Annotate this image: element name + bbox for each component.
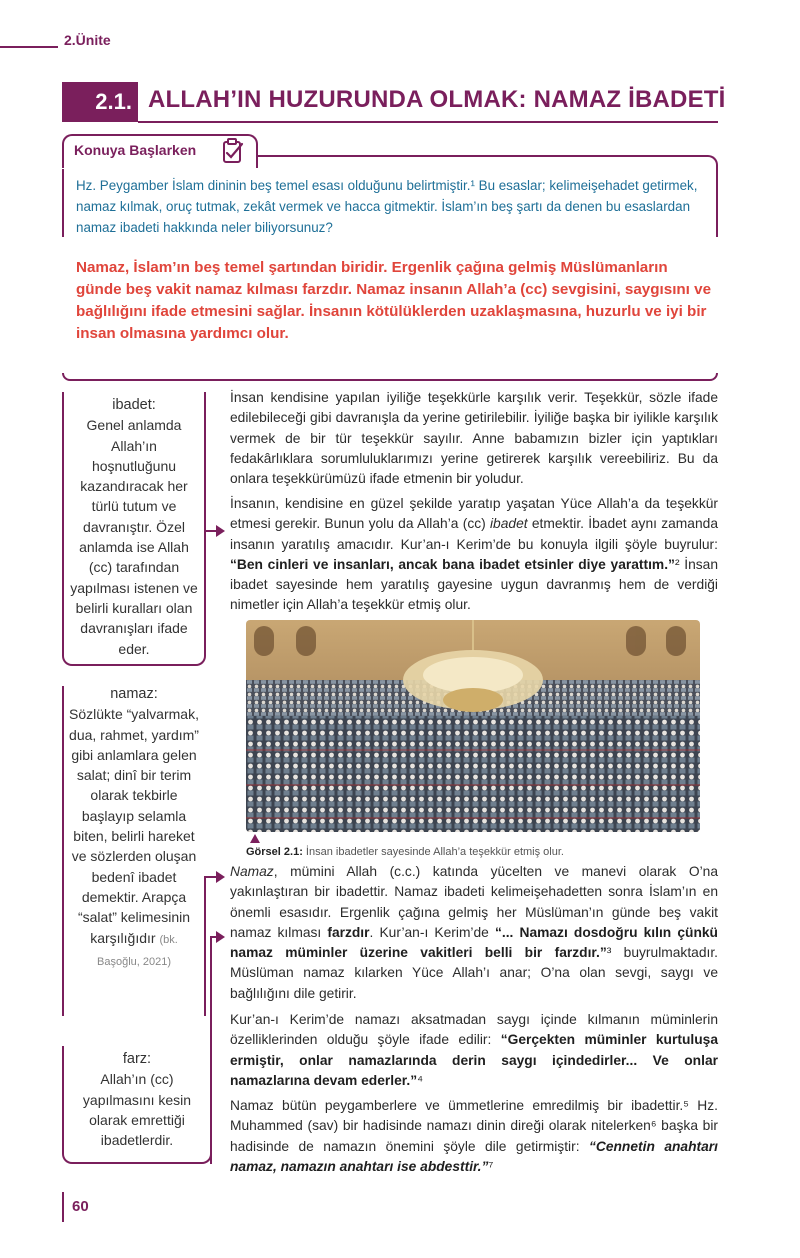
- mosque-prayer-photo: [246, 620, 700, 832]
- arrow-right-icon: [216, 525, 225, 537]
- arrow-right-icon: [216, 931, 225, 943]
- definition-farz: [70, 1049, 204, 1150]
- summary-bottom-rule: [62, 373, 718, 381]
- footnote-7: ⁷: [488, 1158, 494, 1174]
- term-emphasis-namaz: Namaz: [230, 864, 274, 879]
- term-emphasis-ibadet: ibadet: [489, 516, 528, 532]
- paragraph-2-text-a: İnsanın, kendisine en güzel şekilde yaratıp yaşatan Yüce Allah’a da teşekkür etmesi gerekir. Bunun yolu da Allah’a (cc): [230, 496, 718, 532]
- paragraph-3-text-b: . Kur’an-ı Kerim’de: [369, 924, 495, 940]
- paragraph-3: [230, 862, 718, 1004]
- paragraph-5-text-a: Namaz bütün peygamberlere ve ümmetlerine emredilmiş bir ibadettir.⁵ Hz. Muhammed (sav) bir hadisinde namazı dinin direği olarak nitelerken⁶ başka bir hadisinde de namazın önemini şöyle dile getirmiştir:: [230, 1098, 718, 1154]
- paragraph-3-text-a: , mümini Allah (c.c.) katında yücelten ve manevi olarak O’na yakınlaştıran bir ibadettir. Namaz ibadeti kelimeişehadetten sonra İslam’ın en önemli esasıdır. Ergenlik çağına gelmiş her Müslüman’ın günde beş vakit namaz kılması: [230, 864, 718, 940]
- clipboard-check-icon: [222, 138, 244, 164]
- paragraph-2-text-b: etmektir. İbadet aynı zamanda insanın yaratılış amacıdır. Kur’an-ı Kerim’de bu konuyla ilgili şöyle buyrulur:: [230, 516, 718, 552]
- namaz-right-rule: [204, 876, 206, 1016]
- caption-marker-icon: [250, 834, 260, 843]
- paragraph-1: İnsan kendisine yapılan iyiliğe teşekkürle karşılık verir. Teşekkür, sözle ifade edilebileceği gibi davranışla da yerine getirilebilir. İyiliğe başka bir iyilikle karşılık vermek de bir tür teşekkür sayılır. Anne babamızın bizler için yaptıkları fedakârlıklara sorumluluklarımızı yerine getirerek karşılık vereebiliriz. Bu da onlara teşekkürümüzü ifade etmenin bir yoludur.: [230, 390, 718, 487]
- page-number: 60: [72, 1198, 89, 1215]
- figure-caption-text: İnsan ibadetler sayesinde Allah’a teşekkür etmiş olur.: [305, 846, 564, 858]
- page-number-rule: [62, 1192, 64, 1222]
- namaz-left-rule: [62, 686, 64, 1016]
- term-namaz: namaz:: [110, 686, 158, 702]
- definition-text-namaz: Sözlükte “yalvarmak, dua, rahmet, yardım” gibi anlamlara gelen salat; dinî bir terim olarak tekbirle başlayıp selamla biten, belirli hareket ve sözlerden oluşan bedenî ibadet demektir. Arapça “salat” kelimesinin karşılığıdır: [69, 706, 199, 946]
- page-title: ALLAH’IN HUZURUNDA OLMAK: NAMAZ İBADETİ: [148, 86, 726, 113]
- quran-quote-2: “... Namazı dosdoğru kılın çünkü namaz müminler üzerine vakitleri belli bir farzdır.”: [230, 924, 718, 961]
- intro-question: Hz. Peygamber İslam dininin beş temel esası olduğunu belirtmiştir.¹ Bu esaslar; kelimeişehadet getirmek, namaz kılmak, oruç tutmak, zekât vermek ve hacca gitmektir. İslam’ın beş şartı da denen bu esaslardan namaz ibadeti hakkında neler biliyorsunuz?: [76, 178, 698, 235]
- paragraph-4: [230, 1010, 718, 1091]
- term-farz: farz:: [122, 1051, 152, 1067]
- section-number: 2.1.: [62, 82, 138, 122]
- paragraph-2: [230, 494, 718, 616]
- figure-label: Görsel 2.1:: [246, 846, 303, 858]
- definition-text-ibadet: Genel anlamda Allah’ın hoşnutluğunu kazandıracak her türlü tutum ve davranıştır. Özel anlamda ise Allah (cc) tarafından yapılması istenen ve belirli kuralları olan davranışları ifade eder.: [70, 417, 198, 657]
- arrow-right-icon: [216, 871, 225, 883]
- paragraph-5: [230, 1096, 718, 1177]
- paragraph-2-text-c: ² İnsan ibadet sayesinde hem yaratılış gayesine uygun davranmış hem de verdiği nimetler için Allah’a teşekkür etmiş olur.: [230, 556, 718, 613]
- hadith-quote: “Cennetin anahtarı namaz, namazın anahtarı ise abdesttir.”: [230, 1138, 718, 1174]
- definition-text-farz: Allah’ın (cc) yapılmasını kesin olarak emrettiği ibadetlerdir.: [82, 1071, 192, 1149]
- term-emphasis-farz: farzdır: [327, 924, 370, 940]
- unit-label: 2.Ünite: [64, 32, 111, 48]
- key-summary: Namaz, İslam’ın beş temel şartından biridir. Ergenlik çağına gelmiş Müslümanların günde beş vakit namaz kılması farzdır. Namaz insanın Allah’a (cc) sevgisini, saygısını ve bağlılığını ifade etmesini sağlar. İnsanın kötülüklerden uzaklaşmasına, huzurlu ve iyi bir insan olmasına yardımcı olur.: [76, 259, 712, 342]
- definition-namaz: [68, 684, 200, 972]
- title-underline: [138, 121, 718, 123]
- quran-quote-3: “Gerçekten müminler kurtuluşa ermiştir, onlar namazlarında derin saygı içindedirler... Ve onlar namazlarına devam ederler.”: [230, 1032, 718, 1088]
- paragraph-3-text-c: ³ buyrulmaktadır. Müslüman namaz kılarken Yüce Allah’ı anar; O’na olan sevgi, saygı ve bağlılığını dile getirir.: [230, 945, 718, 1001]
- intro-tab-label: Konuya Başlarken: [74, 142, 197, 158]
- footnote-4: ⁴: [417, 1072, 424, 1088]
- definition-source: (bk. Başoğlu, 2021): [97, 933, 178, 968]
- quran-quote-1: “Ben cinleri ve insanları, ancak bana ibadet etsinler diye yarattım.”: [230, 556, 675, 572]
- unit-rule: [0, 46, 58, 48]
- figure-caption: [246, 846, 564, 858]
- definition-text-namaz-wrap: [68, 704, 200, 972]
- paragraph-4-text-a: Kur’an-ı Kerim’de namazı aksatmadan saygı içinde kılmanın müminlerin özelliklerinden olduğu şöyle ifade edilir:: [230, 1012, 718, 1048]
- connector-farz-vertical: [210, 936, 212, 1164]
- definition-ibadet: [70, 395, 198, 659]
- term-ibadet: ibadet:: [112, 397, 156, 413]
